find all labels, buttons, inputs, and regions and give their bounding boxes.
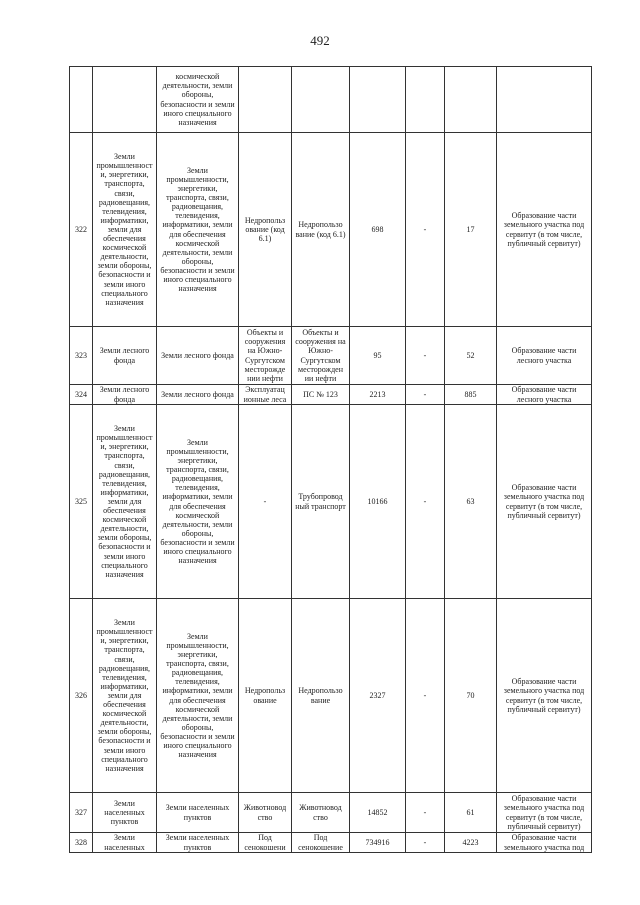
row-number: 322: [70, 133, 93, 327]
permitted-use: [239, 67, 292, 133]
land-category: Земли промышленности, энергетики, транспорта, связи, радиовещания, телевидения, информатики, земли для обеспечения космической деятельности, земли обороны, безопасности и земли иного специального назначения: [93, 405, 157, 599]
part-value: 52: [445, 327, 497, 385]
object-purpose: Трубопровод ный транспорт: [292, 405, 350, 599]
dash-value: -: [406, 133, 445, 327]
part-value: 63: [445, 405, 497, 599]
object-purpose: Животновод ство: [292, 793, 350, 833]
part-value: 61: [445, 793, 497, 833]
land-use: Земли населенных пунктов: [157, 793, 239, 833]
land-use: Земли промышленности, энергетики, транспорта, связи, радиовещания, телевидения, информатики, земли для обеспечения космической деятельности, земли обороны, безопасности и земли иного специального назначения: [157, 133, 239, 327]
land-use: Земли промышленности, энергетики, транспорта, связи, радиовещания, телевидения, информатики, земли для обеспечения космической деятельности, земли обороны, безопасности и земли иного специального назначения: [157, 405, 239, 599]
note-text: Образование части лесного участка: [497, 385, 592, 405]
land-category: Земли промышленности, энергетики, транспорта, связи, радиовещания, телевидения, информатики, земли для обеспечения космической деятельности, земли обороны, безопасности и земли иного специального назначения: [93, 133, 157, 327]
area-value: 14852: [350, 793, 406, 833]
dash-value: -: [406, 385, 445, 405]
row-number: 328: [70, 833, 93, 853]
dash-value: -: [406, 599, 445, 793]
permitted-use: Животновод ство: [239, 793, 292, 833]
row-number: 324: [70, 385, 93, 405]
note-text: Образование части лесного участка: [497, 327, 592, 385]
object-purpose: Недропользо вание: [292, 599, 350, 793]
note-text: Образование части земельного участка под: [497, 833, 592, 853]
table-row: [70, 793, 592, 833]
permitted-use: Эксплуатац ионные леса: [239, 385, 292, 405]
table-row: [70, 833, 592, 853]
part-value: 17: [445, 133, 497, 327]
land-use: Земли лесного фонда: [157, 385, 239, 405]
table-row: [70, 405, 592, 599]
object-purpose: Объекты и сооружения на Южно-Сургутском месторожден ии нефти: [292, 327, 350, 385]
note-text: Образование части земельного участка под сервитут (в том числе, публичный сервитут): [497, 599, 592, 793]
row-number: 325: [70, 405, 93, 599]
object-purpose: [292, 67, 350, 133]
area-value: 698: [350, 133, 406, 327]
area-value: 2327: [350, 599, 406, 793]
row-number: 323: [70, 327, 93, 385]
permitted-use: Под сенокошени: [239, 833, 292, 853]
area-value: 10166: [350, 405, 406, 599]
permitted-use: Недропольз ование (код 6.1): [239, 133, 292, 327]
area-value: 734916: [350, 833, 406, 853]
note-text: Образование части земельного участка под сервитут (в том числе, публичный сервитут): [497, 405, 592, 599]
permitted-use: -: [239, 405, 292, 599]
note-text: Образование части земельного участка под сервитут (в том числе, публичный сервитут): [497, 133, 592, 327]
row-number: 327: [70, 793, 93, 833]
object-purpose: Под сенокошение: [292, 833, 350, 853]
area-value: 95: [350, 327, 406, 385]
page-number: 492: [310, 33, 330, 48]
land-use: Земли населенных пунктов: [157, 833, 239, 853]
land-plots-table: [69, 66, 592, 853]
table-row: [70, 385, 592, 405]
dash-value: [406, 67, 445, 133]
land-category: [93, 67, 157, 133]
table-row: [70, 67, 592, 133]
land-category: Земли населенных: [93, 833, 157, 853]
row-number: 326: [70, 599, 93, 793]
land-use: Земли промышленности, энергетики, транспорта, связи, радиовещания, телевидения, информатики, земли для обеспечения космической деятельности, земли обороны, безопасности и земли иного специального назначения: [157, 599, 239, 793]
row-number: [70, 67, 93, 133]
land-category: Земли населенных пунктов: [93, 793, 157, 833]
object-purpose: Недропользо вание (код 6.1): [292, 133, 350, 327]
table-row: [70, 133, 592, 327]
area-value: 2213: [350, 385, 406, 405]
permitted-use: Объекты и сооружения на Южно-Сургутском месторожде нии нефти: [239, 327, 292, 385]
land-use: Земли лесного фонда: [157, 327, 239, 385]
part-value: [445, 67, 497, 133]
dash-value: -: [406, 405, 445, 599]
object-purpose: ПС № 123: [292, 385, 350, 405]
part-value: 4223: [445, 833, 497, 853]
permitted-use: Недропольз ование: [239, 599, 292, 793]
land-category: Земли лесного фонда: [93, 385, 157, 405]
land-use: космической деятельности, земли обороны, безопасности и земли иного специального назначения: [157, 67, 239, 133]
part-value: 885: [445, 385, 497, 405]
table-row: [70, 327, 592, 385]
dash-value: -: [406, 793, 445, 833]
land-category: Земли лесного фонда: [93, 327, 157, 385]
dash-value: -: [406, 833, 445, 853]
land-category: Земли промышленности, энергетики, транспорта, связи, радиовещания, телевидения, информатики, земли для обеспечения космической деятельности, земли обороны, безопасности и земли иного специального назначения: [93, 599, 157, 793]
dash-value: -: [406, 327, 445, 385]
note-text: [497, 67, 592, 133]
note-text: Образование части земельного участка под сервитут (в том числе, публичный сервитут): [497, 793, 592, 833]
part-value: 70: [445, 599, 497, 793]
table-row: [70, 599, 592, 793]
area-value: [350, 67, 406, 133]
